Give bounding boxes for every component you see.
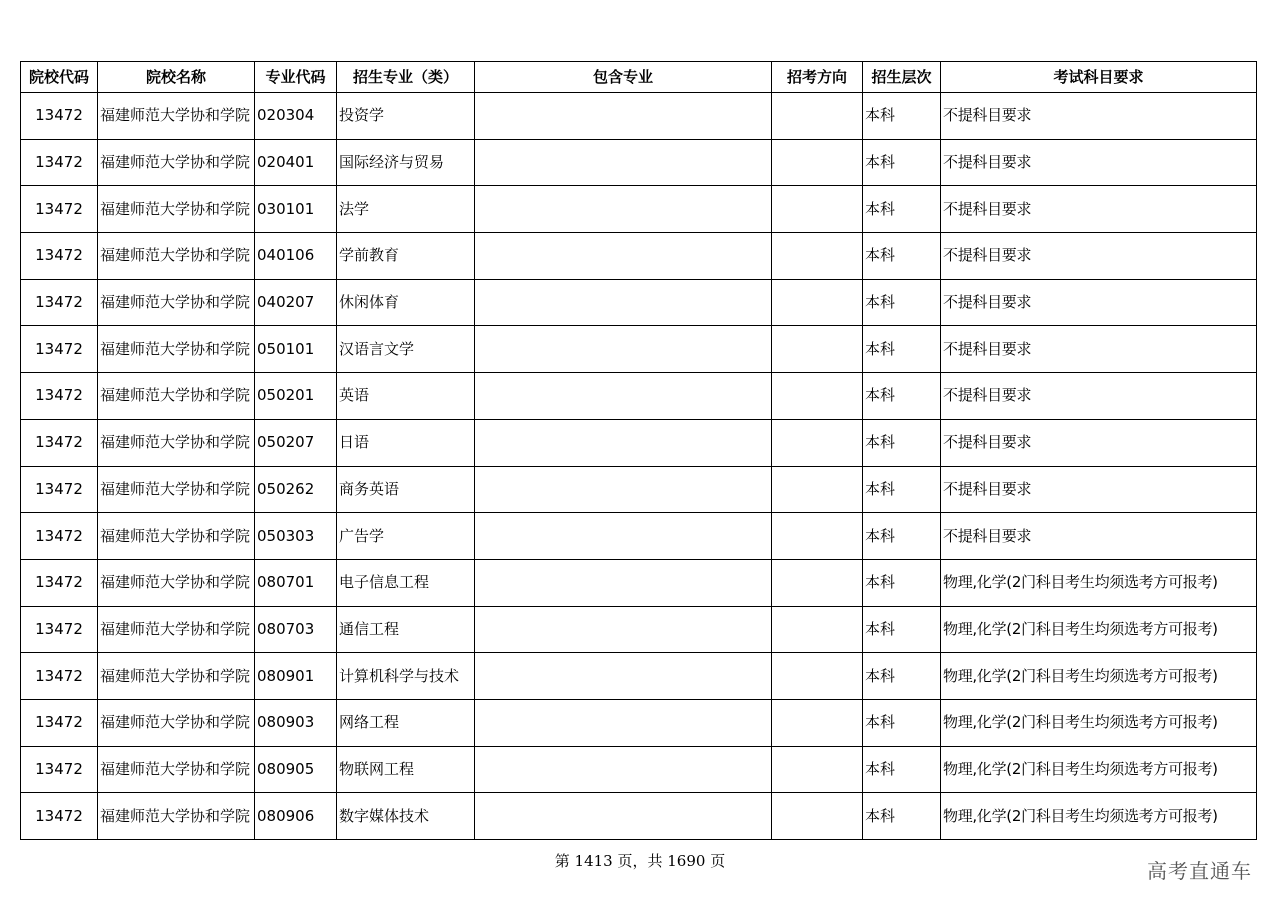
header-subject-requirement: 考试科目要求 (941, 62, 1257, 93)
cell-subject-requirement: 物理,化学(2门科目考生均须选考方可报考) (941, 653, 1257, 700)
cell-school-name: 福建师范大学协和学院 (98, 653, 255, 700)
cell-major: 日语 (337, 419, 475, 466)
cell-school-name: 福建师范大学协和学院 (98, 606, 255, 653)
cell-major-code: 080906 (255, 793, 337, 840)
cell-direction (772, 513, 863, 560)
cell-school-code: 13472 (21, 419, 98, 466)
cell-included-majors (475, 93, 772, 140)
cell-school-code: 13472 (21, 606, 98, 653)
table-row (21, 93, 1257, 140)
cell-school-code: 13472 (21, 793, 98, 840)
header-major: 招生专业（类） (337, 62, 475, 93)
cell-level: 本科 (863, 233, 941, 280)
header-school-name: 院校名称 (98, 62, 255, 93)
cell-major-code: 030101 (255, 186, 337, 233)
cell-direction (772, 559, 863, 606)
cell-school-name: 福建师范大学协和学院 (98, 793, 255, 840)
cell-included-majors (475, 746, 772, 793)
table-body (21, 93, 1257, 840)
cell-direction (772, 233, 863, 280)
cell-major: 电子信息工程 (337, 559, 475, 606)
cell-major-code: 080901 (255, 653, 337, 700)
cell-major-code: 050201 (255, 373, 337, 420)
cell-level: 本科 (863, 139, 941, 186)
cell-major-code: 050101 (255, 326, 337, 373)
cell-level: 本科 (863, 466, 941, 513)
cell-direction (772, 326, 863, 373)
table-row (21, 699, 1257, 746)
cell-major-code: 080903 (255, 699, 337, 746)
header-included-majors: 包含专业 (475, 62, 772, 93)
cell-school-name: 福建师范大学协和学院 (98, 559, 255, 606)
table-row (21, 419, 1257, 466)
cell-direction (772, 793, 863, 840)
cell-major-code: 050207 (255, 419, 337, 466)
cell-school-code: 13472 (21, 513, 98, 560)
cell-level: 本科 (863, 746, 941, 793)
cell-level: 本科 (863, 93, 941, 140)
cell-school-name: 福建师范大学协和学院 (98, 419, 255, 466)
cell-level: 本科 (863, 793, 941, 840)
cell-school-code: 13472 (21, 699, 98, 746)
cell-subject-requirement: 不提科目要求 (941, 513, 1257, 560)
cell-school-code: 13472 (21, 139, 98, 186)
cell-school-name: 福建师范大学协和学院 (98, 373, 255, 420)
cell-direction (772, 606, 863, 653)
cell-subject-requirement: 物理,化学(2门科目考生均须选考方可报考) (941, 746, 1257, 793)
cell-school-name: 福建师范大学协和学院 (98, 139, 255, 186)
cell-school-code: 13472 (21, 466, 98, 513)
cell-included-majors (475, 513, 772, 560)
cell-school-code: 13472 (21, 93, 98, 140)
cell-level: 本科 (863, 373, 941, 420)
cell-level: 本科 (863, 279, 941, 326)
cell-major: 法学 (337, 186, 475, 233)
cell-subject-requirement: 物理,化学(2门科目考生均须选考方可报考) (941, 559, 1257, 606)
cell-subject-requirement: 不提科目要求 (941, 139, 1257, 186)
cell-major: 物联网工程 (337, 746, 475, 793)
cell-major-code: 040106 (255, 233, 337, 280)
cell-major-code: 020401 (255, 139, 337, 186)
cell-major: 投资学 (337, 93, 475, 140)
table-row (21, 513, 1257, 560)
cell-school-code: 13472 (21, 186, 98, 233)
cell-included-majors (475, 466, 772, 513)
cell-direction (772, 139, 863, 186)
cell-major-code: 020304 (255, 93, 337, 140)
cell-included-majors (475, 139, 772, 186)
cell-school-code: 13472 (21, 373, 98, 420)
cell-included-majors (475, 559, 772, 606)
table-row (21, 793, 1257, 840)
page-number: 第 1413 页，共 1690 页 (554, 852, 726, 870)
cell-direction (772, 699, 863, 746)
cell-subject-requirement: 物理,化学(2门科目考生均须选考方可报考) (941, 699, 1257, 746)
cell-subject-requirement: 物理,化学(2门科目考生均须选考方可报考) (941, 793, 1257, 840)
table-row (21, 326, 1257, 373)
cell-direction (772, 373, 863, 420)
cell-level: 本科 (863, 419, 941, 466)
table-row (21, 233, 1257, 280)
cell-included-majors (475, 186, 772, 233)
cell-major: 数字媒体技术 (337, 793, 475, 840)
cell-level: 本科 (863, 653, 941, 700)
cell-subject-requirement: 不提科目要求 (941, 419, 1257, 466)
cell-school-code: 13472 (21, 326, 98, 373)
table-row (21, 373, 1257, 420)
cell-level: 本科 (863, 699, 941, 746)
cell-school-name: 福建师范大学协和学院 (98, 279, 255, 326)
cell-subject-requirement: 不提科目要求 (941, 279, 1257, 326)
cell-included-majors (475, 653, 772, 700)
cell-major: 国际经济与贸易 (337, 139, 475, 186)
cell-major-code: 080905 (255, 746, 337, 793)
cell-direction (772, 653, 863, 700)
table-header-row (21, 62, 1257, 93)
watermark: 高考直通车 (1147, 859, 1252, 883)
cell-direction (772, 746, 863, 793)
cell-subject-requirement: 物理,化学(2门科目考生均须选考方可报考) (941, 606, 1257, 653)
table-row (21, 466, 1257, 513)
header-direction: 招考方向 (772, 62, 863, 93)
cell-major: 休闲体育 (337, 279, 475, 326)
cell-direction (772, 93, 863, 140)
cell-major-code: 040207 (255, 279, 337, 326)
cell-direction (772, 186, 863, 233)
cell-subject-requirement: 不提科目要求 (941, 466, 1257, 513)
cell-included-majors (475, 606, 772, 653)
cell-included-majors (475, 233, 772, 280)
cell-included-majors (475, 279, 772, 326)
cell-school-code: 13472 (21, 746, 98, 793)
cell-major-code: 080701 (255, 559, 337, 606)
cell-major: 网络工程 (337, 699, 475, 746)
cell-level: 本科 (863, 559, 941, 606)
cell-subject-requirement: 不提科目要求 (941, 93, 1257, 140)
table-row (21, 279, 1257, 326)
cell-subject-requirement: 不提科目要求 (941, 186, 1257, 233)
cell-school-name: 福建师范大学协和学院 (98, 699, 255, 746)
cell-direction (772, 466, 863, 513)
cell-subject-requirement: 不提科目要求 (941, 326, 1257, 373)
cell-school-name: 福建师范大学协和学院 (98, 233, 255, 280)
table-row (21, 559, 1257, 606)
cell-major-code: 050262 (255, 466, 337, 513)
table-row (21, 653, 1257, 700)
cell-school-code: 13472 (21, 279, 98, 326)
cell-major: 学前教育 (337, 233, 475, 280)
cell-school-code: 13472 (21, 559, 98, 606)
cell-major: 英语 (337, 373, 475, 420)
table-row (21, 606, 1257, 653)
cell-school-name: 福建师范大学协和学院 (98, 186, 255, 233)
cell-direction (772, 279, 863, 326)
cell-school-name: 福建师范大学协和学院 (98, 513, 255, 560)
cell-school-name: 福建师范大学协和学院 (98, 93, 255, 140)
cell-major-code: 080703 (255, 606, 337, 653)
cell-level: 本科 (863, 513, 941, 560)
cell-level: 本科 (863, 326, 941, 373)
header-level: 招生层次 (863, 62, 941, 93)
cell-included-majors (475, 699, 772, 746)
cell-major: 通信工程 (337, 606, 475, 653)
cell-level: 本科 (863, 606, 941, 653)
header-school-code: 院校代码 (21, 62, 98, 93)
cell-school-code: 13472 (21, 653, 98, 700)
cell-included-majors (475, 419, 772, 466)
cell-direction (772, 419, 863, 466)
cell-school-code: 13472 (21, 233, 98, 280)
cell-subject-requirement: 不提科目要求 (941, 233, 1257, 280)
header-major-code: 专业代码 (255, 62, 337, 93)
cell-school-name: 福建师范大学协和学院 (98, 466, 255, 513)
cell-school-name: 福建师范大学协和学院 (98, 746, 255, 793)
cell-major: 商务英语 (337, 466, 475, 513)
table-row (21, 139, 1257, 186)
cell-included-majors (475, 373, 772, 420)
cell-included-majors (475, 793, 772, 840)
admission-table (20, 61, 1257, 840)
cell-major: 汉语言文学 (337, 326, 475, 373)
table-row (21, 186, 1257, 233)
cell-major-code: 050303 (255, 513, 337, 560)
cell-level: 本科 (863, 186, 941, 233)
table-row (21, 746, 1257, 793)
cell-school-name: 福建师范大学协和学院 (98, 326, 255, 373)
cell-major: 计算机科学与技术 (337, 653, 475, 700)
cell-major: 广告学 (337, 513, 475, 560)
cell-included-majors (475, 326, 772, 373)
cell-subject-requirement: 不提科目要求 (941, 373, 1257, 420)
